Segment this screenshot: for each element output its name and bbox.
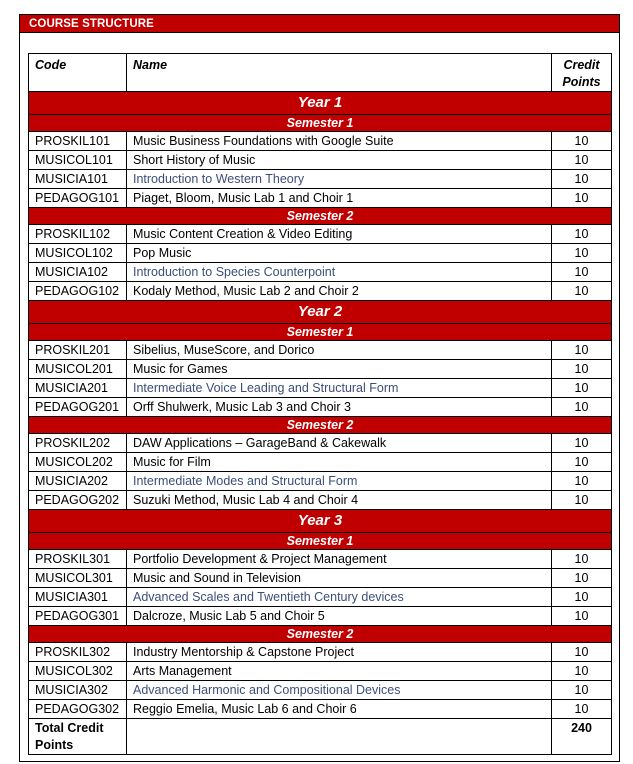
header-name: Name [127,54,552,92]
credit-points: 10 [552,341,612,360]
table-row [29,681,612,700]
table-row [29,434,612,453]
course-name: Short History of Music [127,151,552,170]
total-label-line1: Total Credit [35,721,104,735]
course-code: PROSKIL301 [29,550,127,569]
semester-row [29,115,612,132]
semester-row [29,533,612,550]
table-body [29,92,612,755]
semester-row [29,208,612,225]
section-title: COURSE STRUCTURE [19,14,620,33]
course-code: MUSICIA302 [29,681,127,700]
course-name: Introduction to Western Theory [127,170,552,189]
table-row [29,189,612,208]
header-credit-line2: Points [562,75,601,89]
table-row [29,588,612,607]
table-row [29,360,612,379]
credit-points: 10 [552,569,612,588]
credit-points: 10 [552,588,612,607]
course-name: Intermediate Voice Leading and Structural Form [127,379,552,398]
course-code: PEDAGOG102 [29,282,127,301]
course-code: MUSICOL202 [29,453,127,472]
course-code: MUSICIA301 [29,588,127,607]
course-name: Kodaly Method, Music Lab 2 and Choir 2 [127,282,552,301]
course-code: MUSICIA102 [29,263,127,282]
course-code: PEDAGOG301 [29,607,127,626]
course-name: Dalcroze, Music Lab 5 and Choir 5 [127,607,552,626]
semester-label: Semester 1 [29,324,612,341]
credit-points: 10 [552,263,612,282]
course-name: DAW Applications – GarageBand & Cakewalk [127,434,552,453]
course-name: Reggio Emelia, Music Lab 6 and Choir 6 [127,700,552,719]
course-code: MUSICOL101 [29,151,127,170]
course-name: Music Business Foundations with Google Suite [127,132,552,151]
table-row [29,379,612,398]
semester-row [29,417,612,434]
course-name: Intermediate Modes and Structural Form [127,472,552,491]
year-label: Year 1 [29,92,612,115]
credit-points: 10 [552,132,612,151]
course-code: PROSKIL101 [29,132,127,151]
course-code: PEDAGOG302 [29,700,127,719]
semester-label: Semester 1 [29,115,612,132]
credit-points: 10 [552,170,612,189]
year-label: Year 2 [29,301,612,324]
course-name: Sibelius, MuseScore, and Dorico [127,341,552,360]
course-name: Music and Sound in Television [127,569,552,588]
course-name: Advanced Scales and Twentieth Century devices [127,588,552,607]
credit-points: 10 [552,189,612,208]
credit-points: 10 [552,151,612,170]
table-row [29,398,612,417]
table-row [29,170,612,189]
credit-points: 10 [552,282,612,301]
header-credit-line1: Credit [563,58,600,72]
header-credit-points [552,54,612,92]
course-name: Music Content Creation & Video Editing [127,225,552,244]
table-row [29,132,612,151]
semester-row [29,626,612,643]
credit-points: 10 [552,607,612,626]
course-code: PROSKIL202 [29,434,127,453]
table-row [29,472,612,491]
table-row [29,700,612,719]
course-name: Industry Mentorship & Capstone Project [127,643,552,662]
table-row [29,569,612,588]
total-label [29,719,127,755]
course-code: MUSICIA202 [29,472,127,491]
table-row [29,550,612,569]
credit-points: 10 [552,360,612,379]
credit-points: 10 [552,453,612,472]
course-name: Piaget, Bloom, Music Lab 1 and Choir 1 [127,189,552,208]
course-code: PEDAGOG202 [29,491,127,510]
course-code: MUSICIA201 [29,379,127,398]
table-row [29,225,612,244]
credit-points: 10 [552,434,612,453]
table-header-row [29,54,612,92]
credit-points: 10 [552,379,612,398]
table-row [29,607,612,626]
course-name: Music for Games [127,360,552,379]
semester-label: Semester 2 [29,626,612,643]
credit-points: 10 [552,643,612,662]
course-code: PEDAGOG101 [29,189,127,208]
course-table [28,53,612,755]
total-label-line2: Points [35,738,74,752]
course-code: MUSICIA101 [29,170,127,189]
table-row [29,263,612,282]
credit-points: 10 [552,700,612,719]
course-name: Portfolio Development & Project Management [127,550,552,569]
credit-points: 10 [552,662,612,681]
table-row [29,491,612,510]
credit-points: 10 [552,681,612,700]
semester-row [29,324,612,341]
table-row [29,662,612,681]
course-code: MUSICOL201 [29,360,127,379]
course-name: Arts Management [127,662,552,681]
credit-points: 10 [552,491,612,510]
table-row [29,341,612,360]
credit-points: 10 [552,398,612,417]
total-credit-points: 240 [552,719,612,755]
semester-label: Semester 2 [29,208,612,225]
year-row [29,301,612,324]
year-label: Year 3 [29,510,612,533]
table-row [29,244,612,263]
course-name: Advanced Harmonic and Compositional Devices [127,681,552,700]
course-name: Pop Music [127,244,552,263]
year-row [29,510,612,533]
credit-points: 10 [552,550,612,569]
semester-label: Semester 1 [29,533,612,550]
year-row [29,92,612,115]
course-code: PROSKIL102 [29,225,127,244]
header-code: Code [29,54,127,92]
credit-points: 10 [552,244,612,263]
course-name: Suzuki Method, Music Lab 4 and Choir 4 [127,491,552,510]
table-row [29,643,612,662]
total-row [29,719,612,755]
course-code: PEDAGOG201 [29,398,127,417]
table-row [29,282,612,301]
table-row [29,453,612,472]
course-name: Introduction to Species Counterpoint [127,263,552,282]
course-name: Orff Shulwerk, Music Lab 3 and Choir 3 [127,398,552,417]
course-code: PROSKIL201 [29,341,127,360]
total-name-cell [127,719,552,755]
course-code: PROSKIL302 [29,643,127,662]
course-code: MUSICOL102 [29,244,127,263]
credit-points: 10 [552,225,612,244]
semester-label: Semester 2 [29,417,612,434]
course-code: MUSICOL301 [29,569,127,588]
course-name: Music for Film [127,453,552,472]
credit-points: 10 [552,472,612,491]
course-code: MUSICOL302 [29,662,127,681]
table-row [29,151,612,170]
